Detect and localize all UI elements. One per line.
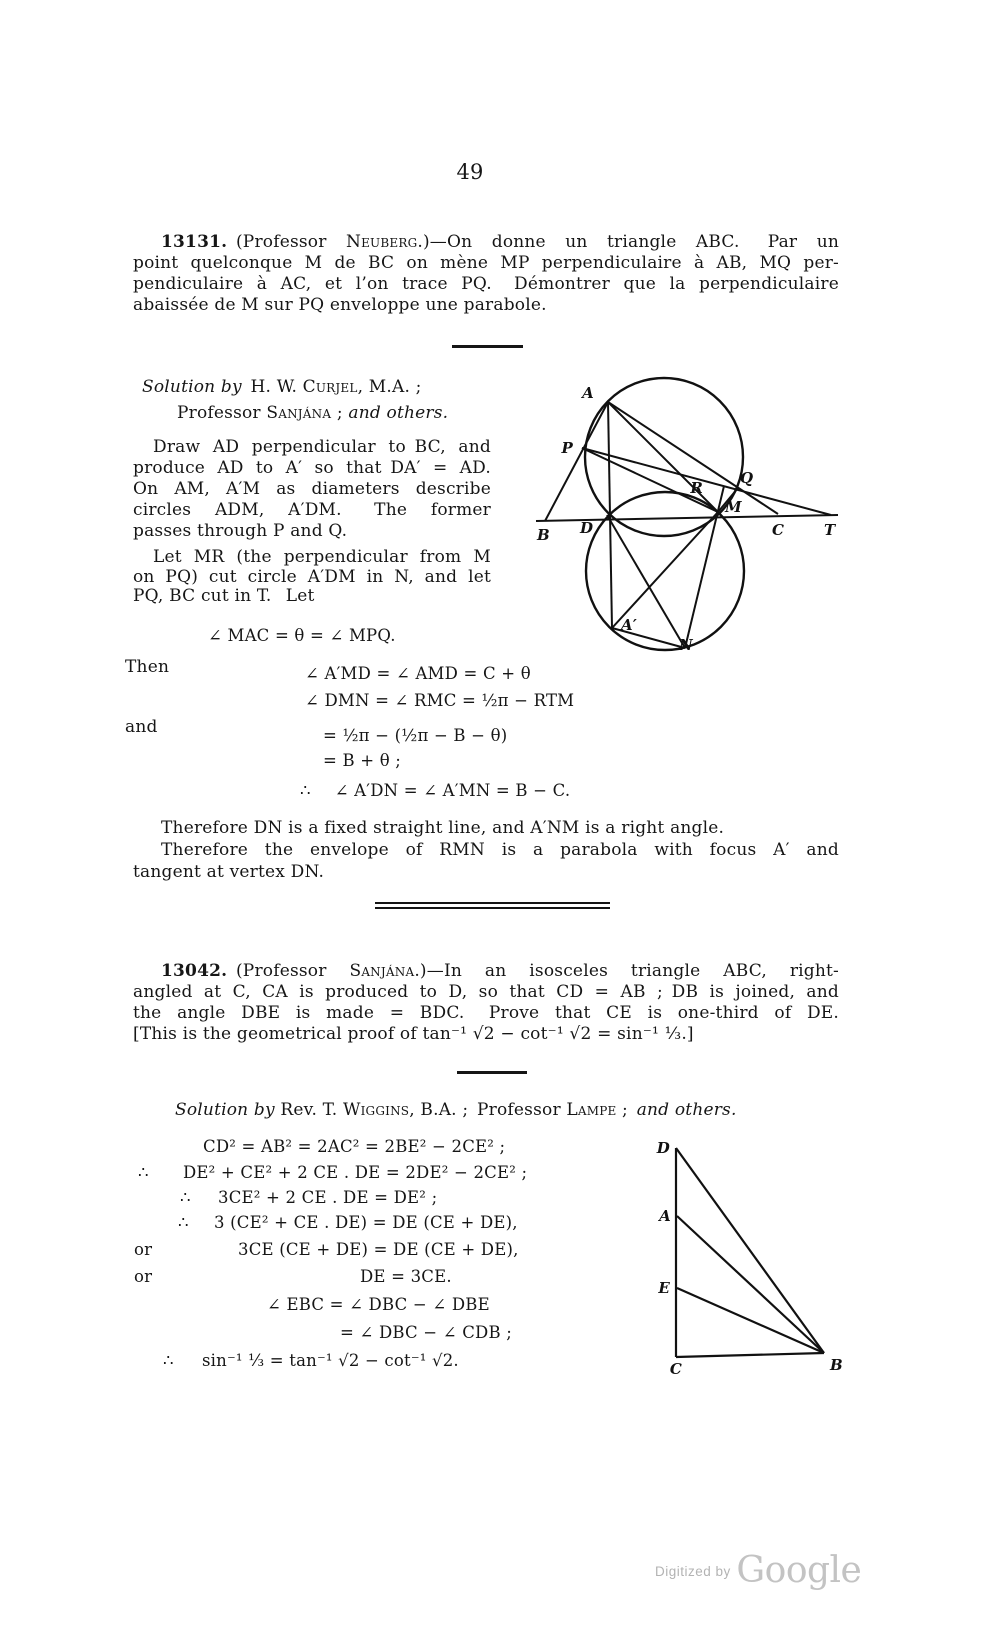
fig1-label-M: M — [725, 498, 742, 516]
fig1-label-T: T — [824, 521, 836, 539]
eq2-marker: ∴ — [138, 1163, 149, 1182]
eq2-marker: ∴ — [180, 1188, 191, 1207]
eq2-row: sin⁻¹ ⅓ = tan⁻¹ √2 − cot⁻¹ √2. — [202, 1351, 459, 1370]
equation-btheta: = B + θ ; — [323, 751, 402, 770]
eq2-marker: ∴ — [163, 1351, 174, 1370]
watermark — [655, 1550, 915, 1591]
solution1-heading-line2: Professor Sanjána ; and others. — [177, 403, 449, 423]
fig1-label-N: N — [679, 636, 693, 654]
and-label: and — [125, 717, 158, 737]
then-label: Then — [125, 657, 170, 677]
figure-parabola-circles — [515, 360, 850, 660]
eq2-row: 3CE (CE + DE) = DE (CE + DE), — [238, 1240, 519, 1259]
conclusion-paragraph — [133, 817, 839, 883]
author-neuberg: Neuberg — [346, 232, 418, 252]
fig1-label-Q: Q — [740, 469, 754, 487]
fig2-label-E: E — [658, 1279, 670, 1297]
line-CB — [676, 1353, 824, 1357]
text-line: produce AD to A′ so that DA′ = AD. — [133, 458, 491, 478]
text-line: passes through P and Q. — [133, 521, 348, 541]
double-rule — [375, 902, 610, 909]
fig1-label-A-prime: A′ — [621, 616, 637, 634]
equation-adn: ∴ ∠ A′DN = ∠ A′MN = B − C. — [300, 781, 571, 800]
eq2-row: 3 (CE² + CE . DE) = DE (CE + DE), — [214, 1213, 518, 1232]
text-line: tangent at vertex DN. — [133, 862, 325, 882]
solution1-paragraph2 — [133, 548, 491, 607]
author-sanjana-2: Sanjána — [349, 961, 415, 981]
fig1-label-A: A — [582, 384, 594, 402]
problem-13131-line1: 13131. (Professor Neuberg.)—On donne un triangle ABC. Par un — [161, 232, 839, 252]
section-rule-2 — [457, 1071, 527, 1074]
author-lampe: Lampe — [566, 1100, 617, 1120]
text-line: Therefore the envelope of RMN is a parabola with focus A′ and — [161, 840, 839, 860]
fig2-label-D: D — [656, 1139, 670, 1157]
solution1-heading-line1: Solution by H. W. Curjel, M.A. ; — [142, 377, 422, 397]
page-number: 49 — [456, 160, 484, 184]
problem-13131-line4: abaissée de M sur PQ enveloppe une parabole. — [133, 295, 547, 315]
eq2-marker: ∴ — [178, 1213, 189, 1232]
solution2-heading: Solution by Rev. T. Wiggins, B.A. ; Professor Lampe ; and others. — [175, 1100, 737, 1120]
problem-13042-line4: [This is the geometrical proof of tan⁻¹ √2 − cot⁻¹ √2 = sin⁻¹ ⅓.] — [133, 1024, 694, 1044]
author-sanjana: Sanjána — [266, 403, 332, 423]
problem-13042-line1: 13042. (Professor Sanjána.)—In an isosceles triangle ABC, right- — [161, 961, 840, 981]
text-line: Draw AD perpendicular to BC, and — [153, 437, 491, 457]
problem-13131 — [133, 232, 839, 316]
eq2-marker: or — [134, 1240, 153, 1259]
fig1-label-D: D — [580, 519, 594, 537]
line-BE — [677, 1288, 824, 1353]
author-curjel: Curjel — [302, 377, 358, 397]
line-RMN — [685, 486, 724, 648]
problem-13131-number: 13131. — [161, 232, 228, 252]
fig2-label-C: C — [669, 1360, 683, 1378]
therefore-symbol: ∴ — [300, 781, 311, 800]
eq2-row: DE = 3CE. — [360, 1267, 452, 1286]
eq2-row: ∠ EBC = ∠ DBC − ∠ DBE — [267, 1295, 490, 1314]
equation-mac: ∠ MAC = θ = ∠ MPQ. — [208, 626, 396, 645]
text-line: On AM, A′M as diameters describe — [133, 479, 491, 499]
fig2-label-A: A — [659, 1207, 671, 1225]
equation-amd: ∠ A′MD = ∠ AMD = C + θ — [305, 664, 531, 683]
figure-isosceles-triangle — [645, 1132, 845, 1380]
text-line: circles ADM, A′DM. The former — [133, 500, 491, 520]
problem-13131-line2: point quelconque M de BC on mène MP perpendiculaire à AB, MQ per- — [133, 253, 839, 273]
eq2-row: 3CE² + 2 CE . DE = DE² ; — [218, 1188, 438, 1207]
google-logo: Google — [736, 1550, 862, 1591]
equation-halfpi: = ½π − (½π − B − θ) — [323, 726, 508, 745]
problem-13042-line3: the angle DBE is made = BDC. Prove that CE is one-third of DE. — [133, 1003, 839, 1023]
text-line: on PQ) cut circle A′DM in N, and let — [133, 566, 491, 587]
fig2-label-B: B — [830, 1356, 843, 1374]
watermark-prefix: Digitized by — [655, 1564, 731, 1579]
fig1-label-C: C — [772, 521, 785, 539]
eq2-marker: or — [134, 1267, 153, 1286]
eq2-row: DE² + CE² + 2 CE . DE = 2DE² − 2CE² ; — [183, 1163, 528, 1182]
eq2-row: = ∠ DBC − ∠ CDB ; — [340, 1323, 512, 1342]
solution1-paragraph1 — [133, 437, 491, 542]
fig1-label-P: P — [561, 439, 573, 457]
problem-13042 — [133, 961, 839, 1045]
problem-13131-line3: pendiculaire à AC, et l’on trace PQ. Démontrer que la perpendiculaire — [133, 274, 839, 294]
line-BD — [676, 1148, 824, 1353]
equation-dmn: ∠ DMN = ∠ RMC = ½π − RTM — [305, 691, 575, 710]
section-rule — [452, 345, 523, 348]
line-MA' — [612, 512, 718, 628]
author-wiggins: Wiggins — [342, 1100, 410, 1120]
fig1-label-B: B — [537, 526, 550, 544]
fig1-label-R: R — [690, 479, 703, 497]
problem-13042-line2: angled at C, CA is produced to D, so that CD = AB ; DB is joined, and — [133, 982, 839, 1002]
eq2-row: CD² = AB² = 2AC² = 2BE² − 2CE² ; — [203, 1137, 506, 1156]
line-BA — [677, 1216, 824, 1353]
text-line: Let MR (the perpendicular from M — [153, 547, 491, 567]
problem-13042-number: 13042. — [161, 961, 228, 981]
text-line: Therefore DN is a fixed straight line, and A′NM is a right angle. — [161, 818, 725, 838]
text-line: PQ, BC cut in T. Let — [133, 586, 315, 606]
